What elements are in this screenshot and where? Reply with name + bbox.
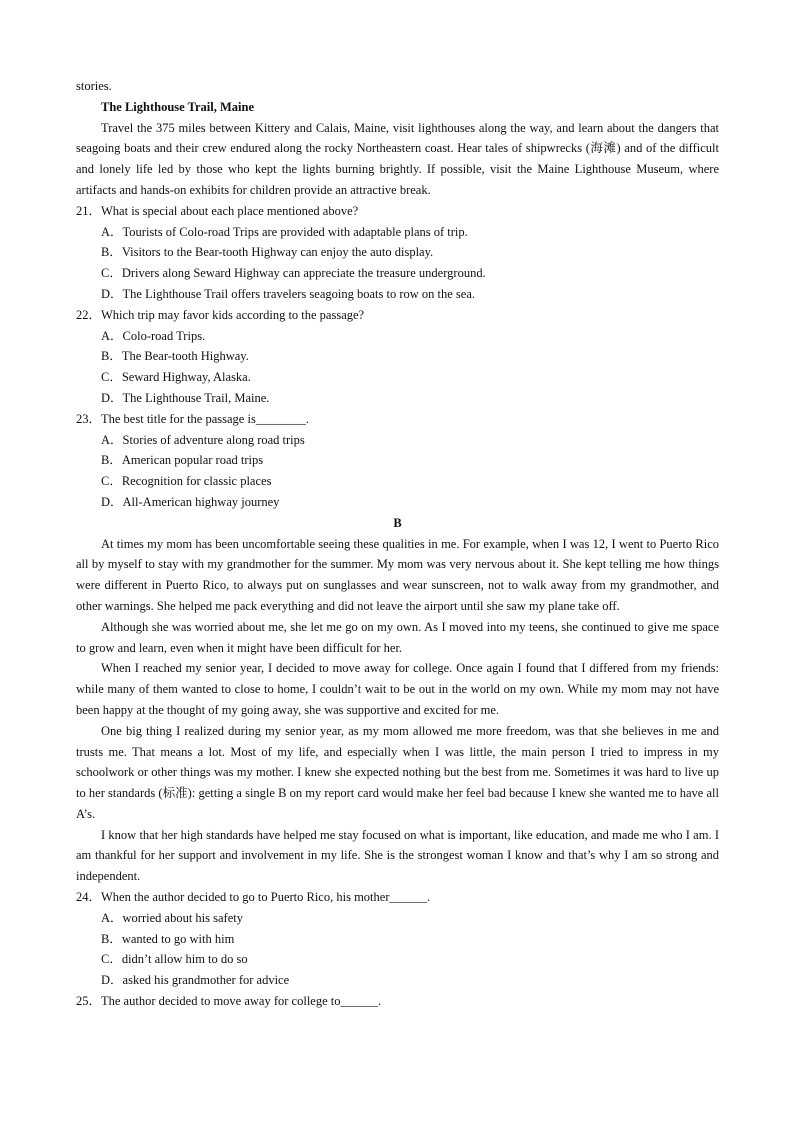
answer-option: C．Drivers along Seward Highway can appreciate the treasure underground. bbox=[101, 266, 486, 281]
answer-option: D．All-American highway journey bbox=[101, 494, 280, 509]
answer-option: B．wanted to go with him bbox=[101, 931, 235, 946]
passage-b bbox=[76, 534, 719, 888]
answer-option: B．American popular road trips bbox=[101, 453, 264, 468]
passage-b-paragraph: Although she was worried about me, she let me go on my own. As I moved into my teens, she continued to give me space to grow and learn, even when it might have been difficult for her. bbox=[76, 619, 719, 655]
answer-option: C．didn’t allow him to do so bbox=[101, 952, 248, 967]
lead-line: stories. bbox=[76, 79, 112, 93]
question-stem: 21．What is special about each place mentioned above? bbox=[76, 203, 359, 218]
answer-option: D．The Lighthouse Trail, Maine. bbox=[101, 390, 270, 405]
answer-blank: ________ bbox=[255, 411, 306, 426]
answer-blank: ______ bbox=[340, 994, 378, 1009]
passage-b-paragraph: I know that her high standards have helped me stay focused on what is important, like education, and made me who I am. I am thankful for her support and involvement in my life. She is the strongest woman I know and that’s why I am so strong and independent. bbox=[76, 827, 719, 884]
answer-option: B．Visitors to the Bear-tooth Highway can enjoy the auto display. bbox=[101, 245, 434, 260]
passage-b-paragraph: One big thing I realized during my senior year, as my mom allowed me more freedom, was that she believes in me and trusts me. That means a lot. Most of my life, and especially when I was little, the main person I tried to impress in my schoolwork or other things was my mother. I knew she expected nothing but the best from me. Sometimes it was hard to live up to her standards (标准): getting a single B on my report card would make her feel bad because I knew she wanted me to have all A’s. bbox=[76, 723, 719, 821]
question-stem: 22．Which trip may favor kids according to the passage? bbox=[76, 307, 365, 322]
answer-option: C．Seward Highway, Alaska. bbox=[101, 370, 251, 385]
answer-option: D．asked his grandmother for advice bbox=[101, 973, 290, 988]
answer-option: A．worried about his safety bbox=[101, 910, 243, 925]
answer-option: B．The Bear-tooth Highway. bbox=[101, 349, 249, 364]
answer-option: C．Recognition for classic places bbox=[101, 474, 272, 489]
question-stem: 25．The author decided to move away for college to______. bbox=[76, 994, 382, 1009]
answer-option: A．Colo-road Trips. bbox=[101, 328, 206, 343]
question-stem: 24．When the author decided to go to Puerto Rico, his mother______. bbox=[76, 890, 431, 905]
paragraph-lighthouse: Travel the 375 miles between Kittery and Calais, Maine, visit lighthouses along the way, and learn about the dangers that seagoing boats and their crew endured along the rocky Northeastern coast. Hear tales of shipwrecks (海滩) and of the difficult and lonely life led by those who kept the lights burning brightly. If possible, visit the Maine Lighthouse Museum, where artifacts and hands-on exhibits for children provide an attractive break. bbox=[76, 120, 719, 197]
answer-blank: ______ bbox=[389, 890, 427, 905]
question-stem: 23．The best title for the passage is________. bbox=[76, 411, 309, 426]
heading-lighthouse-trail: The Lighthouse Trail, Maine bbox=[101, 99, 255, 114]
passage-b-paragraph: When I reached my senior year, I decided to move away for college. Once again I found that I differed from my friends: while many of them wanted to close to home, I couldn’t wait to be out in the world on my own. While my mom may not have been happy at the thought of my going away, she was supportive and excited for me. bbox=[76, 661, 719, 717]
question-group-a bbox=[76, 201, 719, 513]
passage-b-paragraph: At times my mom has been uncomfortable seeing these qualities in me. For example, when I was 12, I went to Puerto Rico all by myself to stay with my grandmother for the summer. My mom was very nervous about it. She kept telling me how things were different in Puerto Rico, to always put on sunglasses and wear sunscreen, not to walk away from my grandmother, and other warnings. She helped me pack everything and did not leave the airport until she saw my plane take off. bbox=[76, 536, 719, 613]
answer-option: D．The Lighthouse Trail offers travelers seagoing boats to row on the sea. bbox=[101, 286, 475, 301]
answer-option: A．Tourists of Colo-road Trips are provided with adaptable plans of trip. bbox=[101, 224, 468, 239]
question-group-b bbox=[76, 887, 719, 1012]
answer-option: A．Stories of adventure along road trips bbox=[101, 432, 305, 447]
section-b-title: B bbox=[393, 515, 402, 530]
document-page bbox=[76, 76, 719, 1012]
